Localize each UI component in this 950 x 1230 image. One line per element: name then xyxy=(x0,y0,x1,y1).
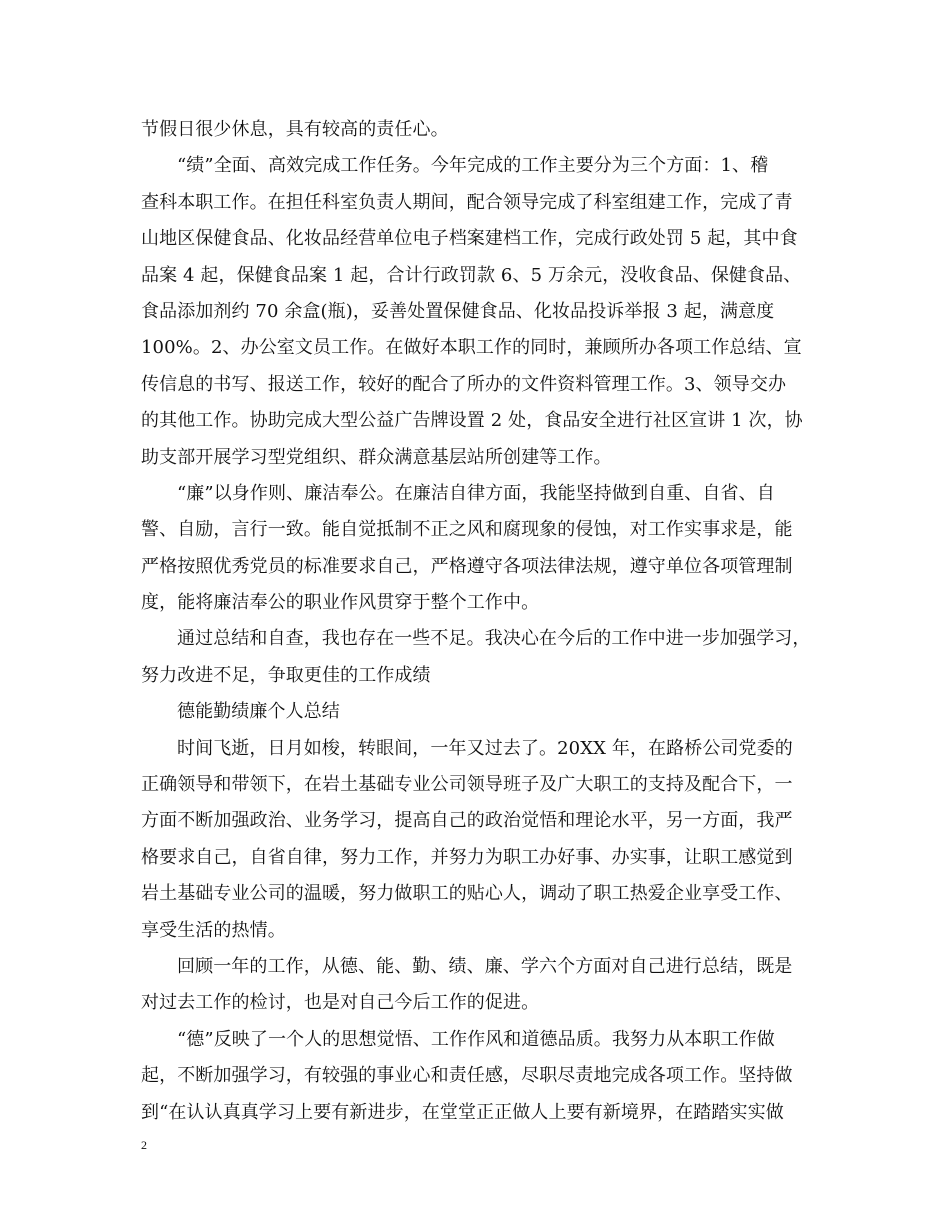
text-line: 努力改进不足，争取更佳的工作成绩 xyxy=(141,664,431,686)
text-line: “德”反映了一个人的思想觉悟、工作作风和道德品质。我努力从本职工作做 xyxy=(177,1028,775,1050)
text-line: 到“在认认真真学习上要有新进步，在堂堂正正做人上要有新境界，在踏踏实实做 xyxy=(141,1101,784,1123)
text-line: 100%。2、办公室文员工作。在做好本职工作的同时，兼顾所办各项工作总结、宣 xyxy=(141,337,802,359)
text-line: 严格按照优秀党员的标准要求自己，严格遵守各项法律法规，遵守单位各项管理制 xyxy=(141,555,793,577)
text-line: 时间飞逝，日月如梭，转眼间，一年又过去了。20XX 年，在路桥公司党委的 xyxy=(177,737,793,759)
text-line: 回顾一年的工作，从德、能、勤、绩、廉、学六个方面对自己进行总结，既是 xyxy=(177,955,793,977)
text-line: “廉”以身作则、廉洁奉公。在廉洁自律方面，我能坚持做到自重、自省、自 xyxy=(177,482,775,504)
text-line: 度，能将廉洁奉公的职业作风贯穿于整个工作中。 xyxy=(141,592,540,614)
text-line: 德能勤绩廉个人总结 xyxy=(177,701,340,723)
text-line: 查科本职工作。在担任科室负责人期间，配合领导完成了科室组建工作，完成了青 xyxy=(141,191,793,213)
text-line: 享受生活的热情。 xyxy=(141,919,286,941)
text-line: 警、自励，言行一致。能自觉抵制不正之风和腐现象的侵蚀，对工作实事求是，能 xyxy=(141,519,793,541)
page-number: 2 xyxy=(141,1138,147,1152)
text-line: “绩”全面、高效完成工作任务。今年完成的工作主要分为三个方面：1、稽 xyxy=(177,155,769,177)
text-line: 通过总结和自查，我也存在一些不足。我决心在今后的工作中进一步加强学习， xyxy=(177,628,811,650)
text-line: 食品添加剂约 70 余盒(瓶)，妥善处置保健食品、化妆品投诉举报 3 起，满意度 xyxy=(141,300,775,322)
text-line: 起，不断加强学习，有较强的事业心和责任感，尽职尽责地完成各项工作。坚持做 xyxy=(141,1065,793,1087)
text-line: 岩土基础专业公司的温暖，努力做职工的贴心人，调动了职工热爱企业享受工作、 xyxy=(141,883,793,905)
text-line: 品案 4 起，保健食品案 1 起，合计行政罚款 6、5 万余元，没收食品、保健食品、 xyxy=(141,264,802,286)
text-line: 传信息的书写、报送工作，较好的配合了所办的文件资料管理工作。3、领导交办 xyxy=(141,373,787,395)
text-line: 助支部开展学习型党组织、群众满意基层站所创建等工作。 xyxy=(141,446,612,468)
text-line: 对过去工作的检讨，也是对自己今后工作的促进。 xyxy=(141,992,540,1014)
text-line: 节假日很少休息，具有较高的责任心。 xyxy=(141,119,449,140)
text-line: 正确领导和带领下，在岩土基础专业公司领导班子及广大职工的支持及配合下，一 xyxy=(141,774,793,796)
text-line: 的其他工作。协助完成大型公益广告牌设置 2 处，食品安全进行社区宣讲 1 次，协 xyxy=(141,410,803,432)
text-line: 格要求自己，自省自律，努力工作，并努力为职工办好事、办实事，让职工感觉到 xyxy=(141,846,793,868)
document-body xyxy=(141,112,821,1131)
text-line: 山地区保健食品、化妆品经营单位电子档案建档工作，完成行政处罚 5 起，其中食 xyxy=(141,228,798,250)
text-line: 方面不断加强政治、业务学习，提高自己的政治觉悟和理论水平，另一方面，我严 xyxy=(141,810,793,832)
